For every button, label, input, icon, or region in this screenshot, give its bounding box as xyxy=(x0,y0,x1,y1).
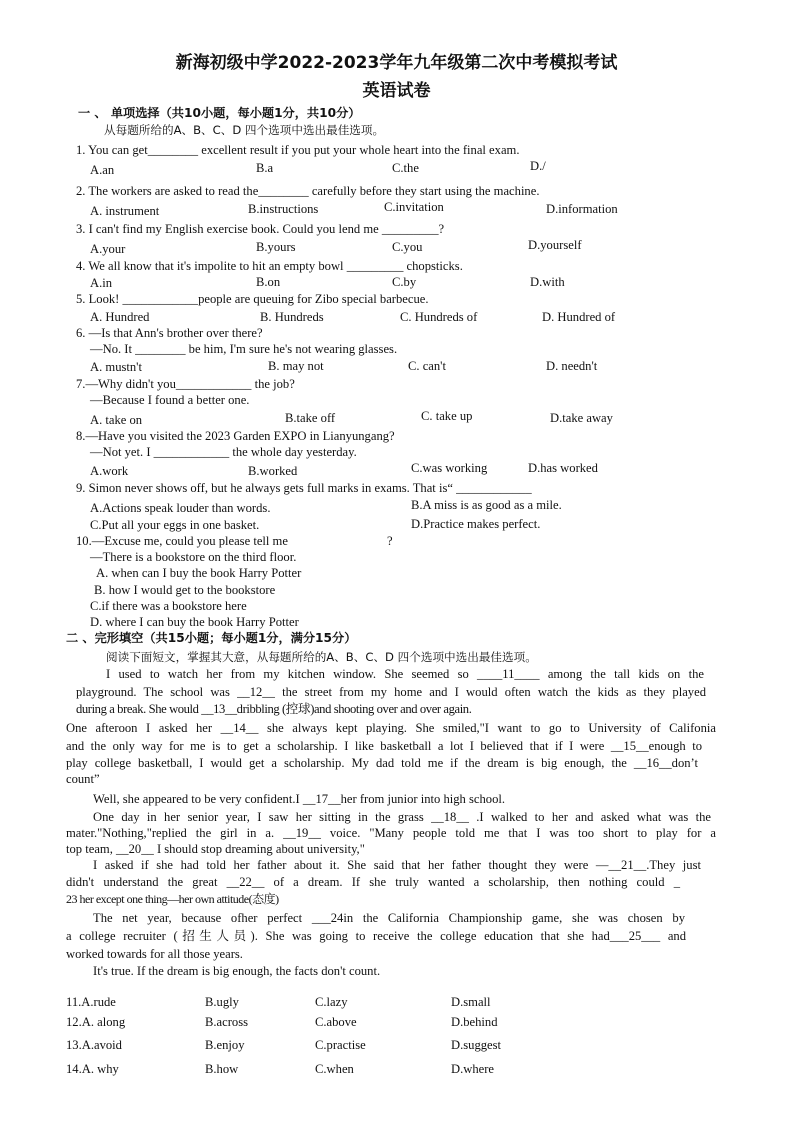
option: D.suggest xyxy=(451,1038,502,1052)
option: C.you xyxy=(392,240,423,254)
question-stem: 1. You can get________ excellent result if you put your whole heart into the final exam. xyxy=(76,143,520,157)
passage-line: Well, she appeared to be very confident.I __17__her from junior into high school. xyxy=(93,792,506,806)
option: 12.A. along xyxy=(66,1015,126,1029)
option: A. mustn't xyxy=(90,360,142,374)
option: C.was working xyxy=(411,461,488,475)
option: D. needn't xyxy=(546,359,598,373)
option: B.how xyxy=(205,1062,239,1076)
question-stem-line2: —Not yet. I ____________ the whole day yesterday. xyxy=(90,445,357,459)
option: D.where xyxy=(451,1062,495,1076)
option: 13.A.avoid xyxy=(66,1038,122,1052)
passage-line: mater."Nothing,"replied the girl in a. __19__ voice. "Many people told me that I was too short to play for a xyxy=(66,826,716,840)
exam-subtitle: 英语试卷 xyxy=(362,81,431,101)
option: D.yourself xyxy=(528,238,582,252)
option: D. where I can buy the book Harry Potter xyxy=(90,615,299,629)
question-mark: ? xyxy=(387,534,393,548)
option: D./ xyxy=(530,159,546,173)
option: C.Put all your eggs in one basket. xyxy=(90,518,260,532)
option: C.lazy xyxy=(315,995,348,1009)
option: B.a xyxy=(256,161,274,175)
option: C. Hundreds of xyxy=(400,310,478,324)
question-stem-line2: —There is a bookstore on the third floor. xyxy=(90,550,297,564)
exam-title: 新海初级中学2022-2023学年九年级第二次中考模拟考试 xyxy=(175,53,618,73)
option: D. Hundred of xyxy=(542,310,616,324)
question-stem: 5. Look! ____________people are queuing for Zibo special barbecue. xyxy=(76,292,429,306)
option: B.on xyxy=(256,275,281,289)
option: D.Practice makes perfect. xyxy=(411,517,541,531)
option: B.A miss is as good as a mile. xyxy=(411,498,562,512)
option: C.when xyxy=(315,1062,354,1076)
section1-instruction: 从每题所给的A、B、C、D 四个选项中选出最佳选项。 xyxy=(104,123,385,137)
passage-line: One day in her senior year, I saw her sitting in the grass __18__ .I walked to her and asked what was the xyxy=(93,810,711,824)
passage-line: and the only way for me is to get a scholarship. I like basketball a lot I believed that if I were __15__enough to xyxy=(66,739,702,753)
option: D.take away xyxy=(550,411,613,425)
option: A. instrument xyxy=(90,204,160,218)
option: C. take up xyxy=(421,409,473,423)
option: B.yours xyxy=(256,240,296,254)
passage-line: I asked if she had told her father about it. She said that her father thought they were —__21__.They just xyxy=(93,858,701,872)
section2-instruction: 阅读下面短文，掌握其大意，从每题所给的A、B、C、D 四个选项中选出最佳选项。 xyxy=(106,650,537,664)
passage-line: One afteroon I asked her __14__ she always kept playing. She smiled,"I want to go to University of Califonia xyxy=(66,721,716,735)
passage-line: I used to watch her from my kitchen window. She seemed so ____11____ among the tall kids on the xyxy=(106,667,704,681)
passage-line: playground. The school was __12__ the street from my home and I would often watch the kids as they played xyxy=(76,685,706,699)
passage-line: top team, __20__ I should stop dreaming about university," xyxy=(66,842,365,856)
option: C.invitation xyxy=(384,200,444,214)
option: A.an xyxy=(90,163,115,177)
option: A. take on xyxy=(90,413,143,427)
option: C.above xyxy=(315,1015,357,1029)
option: A.work xyxy=(90,464,129,478)
option: 14.A. why xyxy=(66,1062,119,1076)
option: D.with xyxy=(530,275,565,289)
option: D.has worked xyxy=(528,461,598,475)
option: C. can't xyxy=(408,359,446,373)
option: B.ugly xyxy=(205,995,239,1009)
option: B. Hundreds xyxy=(260,310,324,324)
passage-line: worked towards for all those years. xyxy=(66,947,243,961)
question-stem-line2: —Because I found a better one. xyxy=(90,393,250,407)
option: 11.A.rude xyxy=(66,995,116,1009)
question-stem: 9. Simon never shows off, but he always gets full marks in exams. That is“ ____________ xyxy=(76,481,532,495)
question-stem: 8.—Have you visited the 2023 Garden EXPO in Lianyungang? xyxy=(76,429,395,443)
section1-heading: 一 、 单项选择（共10小题，每小题1分，共10分） xyxy=(78,106,361,120)
passage-line: play college basketball, I would get a scholarship. My dad told me if the dream is big enough, the __16__don’t xyxy=(66,756,698,770)
option: D.small xyxy=(451,995,491,1009)
option: A. when can I buy the book Harry Potter xyxy=(96,566,302,580)
option: A. Hundred xyxy=(90,310,150,324)
option: B.worked xyxy=(248,464,298,478)
passage-line: It's true. If the dream is big enough, the facts don't count. xyxy=(93,964,381,978)
passage-line: The net year, because ofher perfect ___24in the California Championship game, she was chosen by xyxy=(93,911,685,925)
option: C.by xyxy=(392,275,417,289)
option: A.Actions speak louder than words. xyxy=(90,501,271,515)
section2-heading: 二 、完形填空（共15小题；每小题1分，满分15分） xyxy=(66,631,357,645)
passage-line: a college recruiter (招生人员). She was going to receive the college education that she had___25___ and xyxy=(66,929,686,943)
option: A.your xyxy=(90,242,126,256)
passage-line: count” xyxy=(66,772,100,786)
option: D.behind xyxy=(451,1015,498,1029)
question-stem: 7.—Why didn't you____________ the job? xyxy=(76,377,295,391)
option: C.practise xyxy=(315,1038,366,1052)
option: B.enjoy xyxy=(205,1038,245,1052)
passage-line: during a break. She would __13__dribbling (控球)and shooting over and over again. xyxy=(76,702,472,716)
option: C.the xyxy=(392,161,419,175)
question-stem: 6. —Is that Ann's brother over there? xyxy=(76,326,263,340)
question-stem: 4. We all know that it's impolite to hit an empty bowl _________ chopsticks. xyxy=(76,259,463,273)
question-stem: 10.—Excuse me, could you please tell me xyxy=(76,534,288,548)
question-stem-line2: —No. It ________ be him, I'm sure he's not wearing glasses. xyxy=(90,342,398,356)
option: B.instructions xyxy=(248,202,319,216)
passage-line: 23 her except one thing—her own attitude(态度) xyxy=(66,892,279,906)
option: B.across xyxy=(205,1015,249,1029)
option: B. may not xyxy=(268,359,324,373)
option: B.take off xyxy=(285,411,336,425)
question-stem: 2. The workers are asked to read the________ carefully before they start using the machine. xyxy=(76,184,540,198)
passage-line: didn't understand the great __22__ of a dream. If she truly wanted a scholarship, then nothing could _ xyxy=(66,875,680,889)
option: B. how I would get to the bookstore xyxy=(94,583,276,597)
option: C.if there was a bookstore here xyxy=(90,599,247,613)
question-stem: 3. I can't find my English exercise book. Could you lend me _________? xyxy=(76,222,445,236)
option: D.information xyxy=(546,202,618,216)
option: A.in xyxy=(90,276,113,290)
